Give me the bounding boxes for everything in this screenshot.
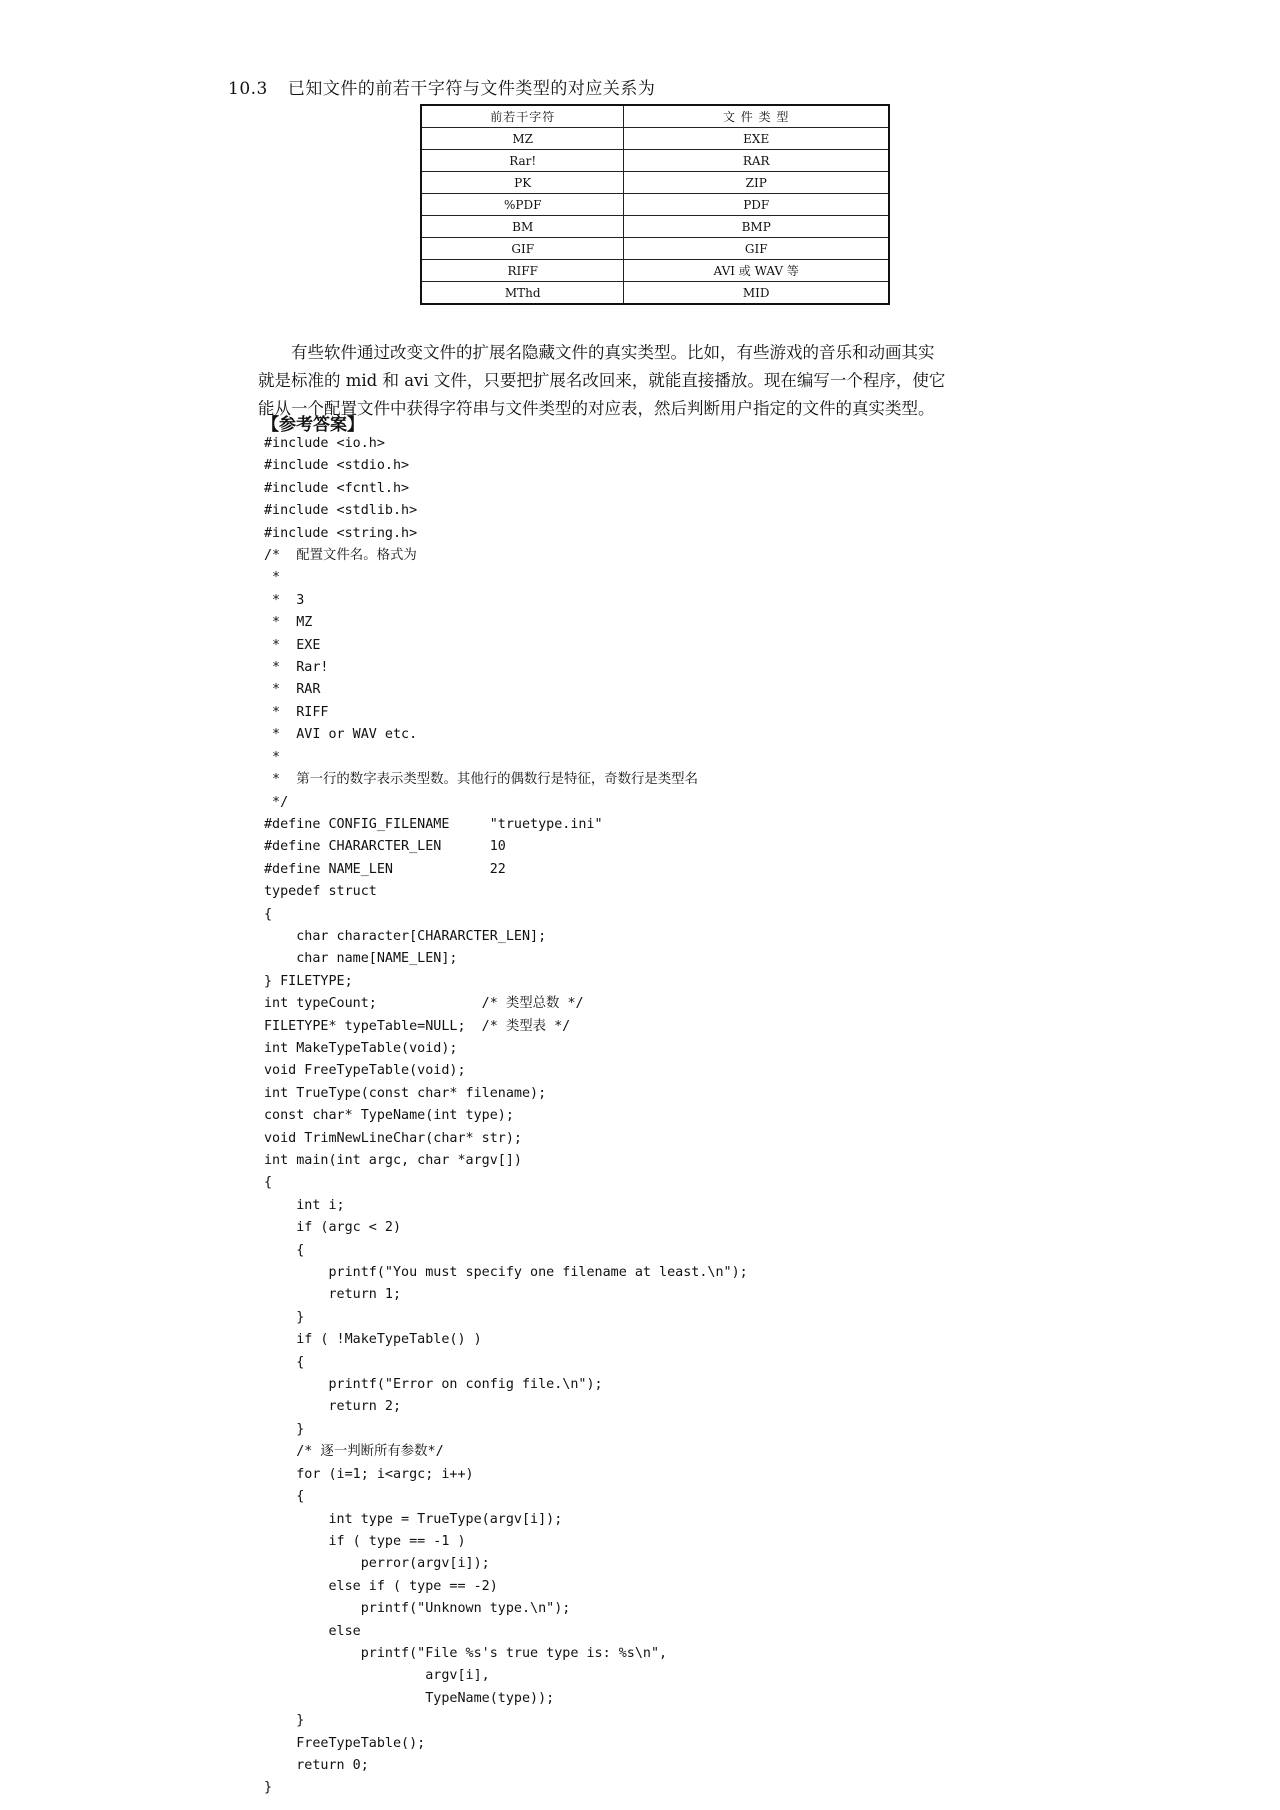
table-header-row bbox=[421, 105, 889, 128]
table-row bbox=[421, 216, 889, 238]
table-cell: MZ bbox=[421, 128, 624, 150]
table-cell: GIF bbox=[624, 238, 889, 260]
table-cell: RIFF bbox=[421, 260, 624, 282]
exercise-heading bbox=[228, 74, 655, 99]
reference-answer-label: 【参考答案】 bbox=[262, 415, 364, 435]
exercise-title: 已知文件的前若干字符与文件类型的对应关系为 bbox=[287, 79, 656, 99]
exercise-number: 10.3 bbox=[228, 79, 268, 99]
table-cell: ZIP bbox=[624, 172, 889, 194]
paragraph-line: 就是标准的 mid 和 avi 文件，只要把扩展名改回来，就能直接播放。现在编写一个程序，使它 bbox=[258, 371, 946, 390]
file-type-table bbox=[420, 104, 890, 305]
table-cell: RAR bbox=[624, 150, 889, 172]
table-cell: BM bbox=[421, 216, 624, 238]
table-cell: MThd bbox=[421, 282, 624, 305]
description-paragraph bbox=[258, 339, 1098, 423]
paragraph-line: 有些软件通过改变文件的扩展名隐藏文件的真实类型。比如，有些游戏的音乐和动画其实 bbox=[291, 343, 935, 362]
table-cell: %PDF bbox=[421, 194, 624, 216]
table-row bbox=[421, 194, 889, 216]
table-row bbox=[421, 172, 889, 194]
table-cell: PDF bbox=[624, 194, 889, 216]
table-row bbox=[421, 282, 889, 305]
table-header-prefix: 前若干字符 bbox=[421, 105, 624, 128]
table-cell: PK bbox=[421, 172, 624, 194]
table-cell: AVI 或 WAV 等 bbox=[624, 260, 889, 282]
paragraph-line: 能从一个配置文件中获得字符串与文件类型的对应表，然后判断用户指定的文件的真实类型。 bbox=[258, 399, 935, 418]
table-row bbox=[421, 260, 889, 282]
table-cell: Rar! bbox=[421, 150, 624, 172]
table-cell: EXE bbox=[624, 128, 889, 150]
table-cell: BMP bbox=[624, 216, 889, 238]
table-row bbox=[421, 128, 889, 150]
table-cell: GIF bbox=[421, 238, 624, 260]
table-row bbox=[421, 150, 889, 172]
table-header-type: 文 件 类 型 bbox=[624, 105, 889, 128]
table-cell: MID bbox=[624, 282, 889, 305]
table-row bbox=[421, 238, 889, 260]
code-listing: #include <io.h> #include <stdio.h> #include <fcntl.h> #include <stdlib.h> #include <string.h> /* 配置文件名。格式为 * * 3 * MZ * EXE * Rar! * RAR * RIFF * AVI or WAV etc. * * 第一行的数字表示类型数。其他行的偶数行是特征，奇数行是类型名 */ #define CONFIG_FILENAME "truetype.ini" #define CHARARCTER_LEN 10 #define NAME_LEN 22 typedef struct { char character[CHARARCTER_LEN]; char name[NAME_LEN]; } FILETYPE; int typeCount; /* 类型总数 */ FILETYPE* typeTable=NULL; /* 类型表 */ int MakeTypeTable(void); void FreeTypeTable(void); int TrueType(const char* filename); const char* TypeName(int type); void TrimNewLineChar(char* str); int main(int argc, char *argv[]) { int i; if (argc < 2) { printf("You must specify one filename at least.\n"); return 1; } if ( !MakeTypeTable() ) { printf("Error on config file.\n"); return 2; } /* 逐一判断所有参数*/ for (i=1; i<argc; i++) { int type = TrueType(argv[i]); if ( type == -1 ) perror(argv[i]); else if ( type == -2) printf("Unknown type.\n"); else printf("File %s's true type is: %s\n", argv[i], TypeName(type)); } FreeTypeTable(); return 0; } bbox=[264, 436, 748, 1796]
